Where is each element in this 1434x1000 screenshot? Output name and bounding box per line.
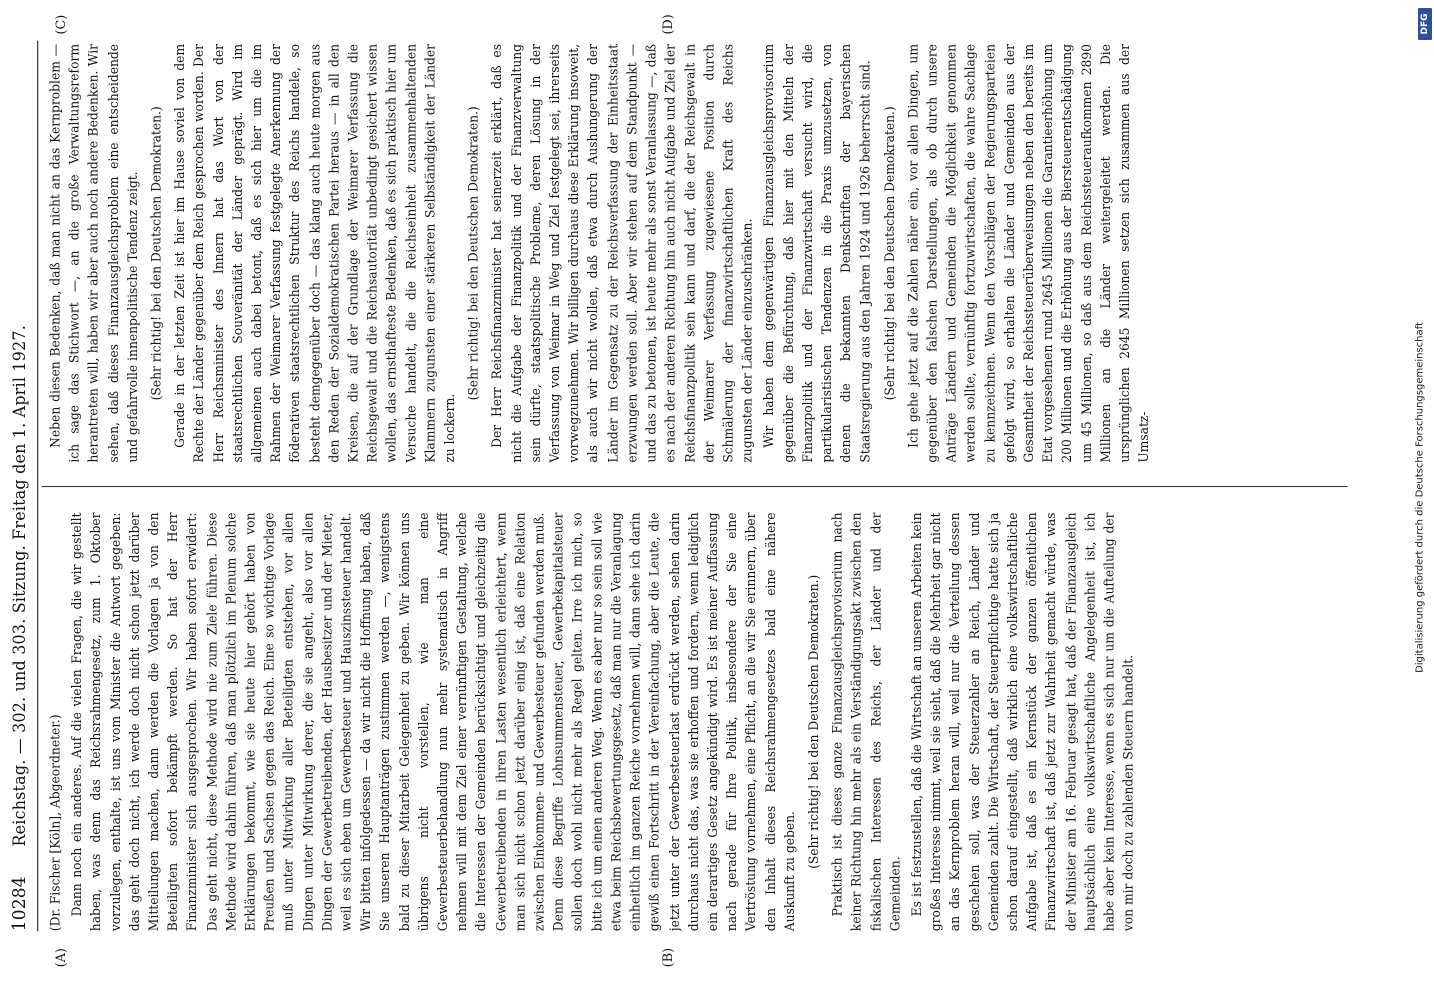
paragraph: Neben diesen Bedenken, daß man nicht an das Kernproblem — ich sage das Stichwort —, an die große Verwaltungsreform herantreten will, haben wir aber auch noch andere Bedenken. Wir sehen, daß dieses Finanzausgleichsproblem eine entscheidende und gefahrvolle innenpolitische Tendenz zeigt.	[47, 43, 140, 463]
paragraph: Der Herr Reichsfinanzminister hat seinerzeit erklärt, daß es nicht die Aufgabe der Finanzpolitik und der Finanzverwaltung sein dürfte, staatspolitische Probleme, deren Lösung in der Verfassung von Weimar in Weg und Ziel festgelegt sei, ihrerseits vorwegzunehmen. Wir billigen durchaus diese Erklärung insoweit, als auch wir nicht wollen, daß etwa durch Aushungerung der Länder im Gegensatz zu der Reichsverfassung der Einheitsstaat erzwungen werden soll. Aber wir stehen auf dem Standpunkt — und das zu betonen, ist heute mehr als sonst Veranlassung —, daß es nach der anderen Richtung hin auch nicht Aufgabe und Ziel der Reichsfinanzpolitik sein kann und darf, die der Reichsgewalt in der Weimarer Verfassung zugewiesene Position durch Schmälerung der finanzwirtschaftlichen Kraft des Reichs zugunsten der Länder einzuschränken.	[489, 43, 756, 463]
paragraph: Praktisch ist dieses ganze Finanzausgleichsprovisorium nach keiner Richtung hin mehr als ein Verständigungsakt zwischen den fiskalischen Interessen des Reichs, der Länder und der Gemeinden.	[829, 512, 903, 932]
paragraph: Es ist festzustellen, daß die Wirtschaft an unseren Arbeiten kein großes Interesse nimmt, weil sie sieht, daß die Mehrheit gar nicht an das Kernproblem heran will, weil nur die Verteilung dessen geschehen soll, was der Steuerzahler an Reich, Länder und Gemeinden zahlt. Die Wirtschaft, der Steuerpflichtige hatte sich ja schon darauf eingestellt, daß wirklich eine volkswirtschaftliche Aufgabe ist, daß es ein Kernstück der ganzen öffentlichen Finanzwirtschaft ist, daß jetzt zur Wahrheit gemacht würde, was der Minister am 16. Februar gesagt hat, daß der Finanzausgleich hauptsächlich eine volkswirtschaftliche Angelegenheit ist, ich habe aber kein Interesse, wenn es sich nur um die Aufteilung der von mir doch zu zahlenden Steuern handelt.	[908, 512, 1137, 932]
running-title: Reichstag. — 302. und 303. Sitzung. Freitag den 1. April 1927.	[9, 324, 30, 847]
interjection: (Sehr richtig! bei den Deutschen Demokraten.)	[881, 106, 897, 401]
paragraph: Wir haben dem gegenwärtigen Finanzausgleichsprovisorium gegenüber die Befürchtung, daß hier mit den Mitteln der Finanzpolitik und der Finanzwirtschaft versucht wird, die partikularistischen Tendenzen in die Praxis umzusetzen, von denen die bekannten Denkschriften der bayerischen Staatsregierung aus den Jahren 1924 und 1926 beherrscht sind.	[760, 43, 874, 463]
interjection: (Sehr richtig! bei den Deutschen Demokraten.)	[805, 574, 822, 869]
margin-letter-d: (D)	[659, 14, 676, 35]
dfg-logo-icon	[1418, 8, 1432, 40]
interjection: (Sehr richtig! bei den Deutschen Demokraten.)	[465, 106, 481, 401]
left-column	[46, 513, 1345, 932]
running-head	[8, 41, 37, 931]
right-column	[46, 44, 1345, 463]
speaker-tag: (Dr. Fischer [Köln], Abgeordneter.)	[47, 714, 63, 932]
margin-letter-c: (C)	[52, 14, 69, 35]
interjection: (Sehr richtig! bei den Deutschen Demokraten.)	[148, 106, 164, 401]
paragraph: Gerade in der letzten Zeit ist hier im Hause soviel von dem Rechte der Länder gegenüber dem Reich gesprochen worden. Der Herr Reichsminister des Innern hat das Wort von der staatsrechtlichen Souveränität der Länder geprägt. Wird im allgemeinen auch dabei betont, daß es sich hier um die im Rahmen der Weimarer Verfassung festgelegte Anerkennung der föderativen staatsrechtlichen Struktur des Reichs handele, so besteht demgegenüber doch — das klang auch heute morgen aus den Reden der Sozialdemokratischen Partei heraus — in all den Kreisen, die auf der Grundlage der Weimarer Verfassung die Reichsgewalt und die Reichsautorität unbedingt gesichert wissen wollen, das ernsthafteste Bedenken, daß es sich praktisch hier um Versuche handelt, die die Reichseinheit zusammenhaltenden Klammern zugunsten einer stärkeren Selbständigkeit der Länder zu lockern.	[171, 43, 458, 463]
header-rule	[37, 41, 38, 931]
paragraph: Dann noch ein anderes. Auf die vielen Fragen, die wir gestellt haben, was denn das Reichsrahmengesetz, zum 1. Oktober vorzulegen, enthalte, ist uns vom Minister die Antwort gegeben: das geht doch nicht, ich werde doch nicht schon jetzt darüber Mitteilungen machen, dann werden die Vorlagen ja von den Beteiligten sofort bekämpft werden. So hat der Herr Finanzminister sich ausgesprochen. Wir haben sofort erwidert: Das geht nicht, diese Methode wird nie zum Ziele führen. Diese Methode wird dahin führen, daß man plötzlich im Plenum solche Erklärungen bekommt, wie sie heute hier gehört haben von Preußen und Sachsen gegen das Reich. Eine so wichtige Vorlage muß unter Mitwirkung aller Beteiligten entstehen, vor allen Dingen unter Mitwirkung derer, die sie angeht, also vor allen Dingen der Gewerbetreibenden, der Hausbesitzer und der Mieter, weil es sich eben um Gewerbesteuer und Hauszinssteuer handelt. Wir bitten infolgedessen — da wir nicht die Hoffnung haben, daß Sie unseren Hauptanträgen zustimmen werden —, wenigstens bald zu dieser Mitarbeit Gelegenheit zu geben. Wir können uns übrigens nicht vorstellen, wie man eine Gewerbesteuerbehandlung nun mehr systematisch in Angriff nehmen will mit dem Ziel einer vernünftigen Gestaltung, welche die Interessen der Gemeinden berücksichtigt und gleichzeitig die Gewerbetreibenden in ihren Lasten wesentlich erleichtert, wenn man sich nicht schon jetzt darüber einig ist, daß eine Relation zwischen Einkommen- und Gewerbesteuer gefunden werden muß. Denn diese Begriffe Lohnsummensteuer, Gewerbekapitalsteuer sollen doch wohl nicht mehr als Regel gelten. Irre ich mich, so bitte ich um einen anderen Weg. Wenn es aber nur so sein soll wie etwa beim Reichsbewertungsgesetz, daß man nur die Veranlagung einheitlich im ganzen Reiche vornehmen will, dann sehe ich darin gewiß einen Fortschritt in der Vereinfachung, aber die Leute, die jetzt unter der Gewerbesteuerlast erdrückt werden, sehen darin durchaus nicht das, was sie erhoffen und fordern, wenn lediglich ein derartiges Gesetz angekündigt wird. Es ist meiner Auffassung nach gerade für Ihre Politik, insbesondere der Sie eine Vertröstung vornehmen, eine Pflicht, an die wir Sie erinnern, über den Inhalt dieses Reichsrahmengesetzes bald eine nähere Auskunft zu geben.	[68, 512, 798, 932]
page-number: 10284	[7, 876, 30, 932]
margin-letter-a: (A)	[52, 948, 69, 968]
printed-page	[7, 14, 1352, 968]
digitization-credit	[1409, 6, 1431, 994]
paragraph: Ich gehe jetzt auf die Zahlen näher ein, vor allen Dingen, um gegenüber den falschen Darstellungen, als ob durch unsere Anträge Ländern und Gemeinden die Möglichkeit genommen werden sollte, vernünftig fortzuwirtschaften, die wahre Sachlage zu kennzeichnen. Wenn den Vorschlägen der Regierungsparteien gefolgt wird, so erhalten die Länder und Gemeinden aus der Gesamtheit der Reichssteuerüberweisungen neben den bereits im Etat vorgesehenen rund 2645 Millionen die Garantieerhöhung um 200 Millionen und die Erhöhung aus der Biersteuerentschädigung um 45 Millionen, so daß aus dem Reichssteueraufkommen 2890 Millionen an die Länder weitergeleitet werden. Die ursprünglichen 2645 Millionen setzen sich zusammen aus der Umsatz-	[904, 43, 1152, 463]
column-divider	[42, 486, 1348, 487]
dfg-logo-text: DFG	[1420, 13, 1430, 35]
credit-text: Digitalisierung gefördert durch die Deutsche Forschungsgemeinschaft	[1414, 322, 1426, 673]
margin-letter-b: (B)	[659, 947, 676, 968]
